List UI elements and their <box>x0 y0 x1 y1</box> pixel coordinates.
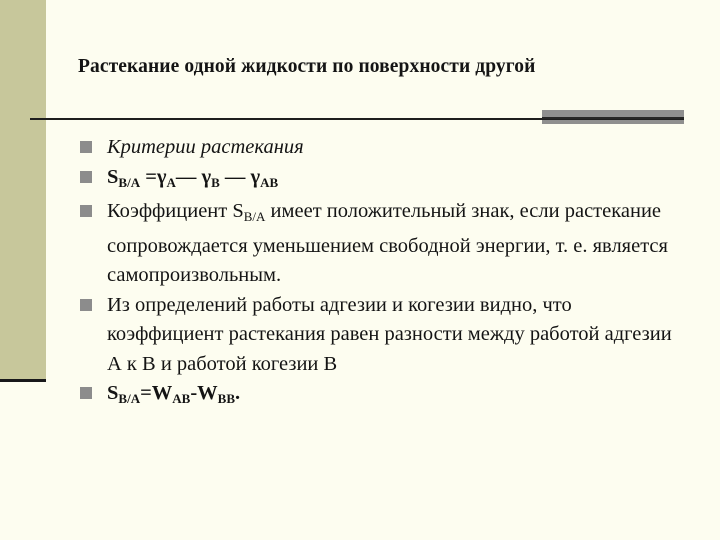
formula2-s-subscript: B/A <box>118 391 141 406</box>
bullet-marker-icon <box>80 171 92 183</box>
formula2-s: S <box>107 382 119 404</box>
formula-s-subscript: B/A <box>118 174 141 190</box>
formula-minus-gamma: — γ <box>175 165 212 188</box>
bullet-marker-icon <box>80 141 92 153</box>
formula-eq-gamma: =γ <box>140 165 167 188</box>
bullet-formula-spreading <box>80 163 680 198</box>
formula2-eq-w: =W <box>140 382 173 404</box>
slide-title: Растекание одной жидкости по поверхности другой <box>78 56 536 77</box>
bullet-criteria-text: Критерии растекания <box>107 136 304 158</box>
formula-gamma-a-subscript: A <box>166 174 176 190</box>
formula2-w2-subscript: BB <box>217 391 235 406</box>
bullet-formula-work <box>80 379 680 414</box>
coefficient-text-rest: имеет положительный знак, если растекание сопровождается уменьшением свободной энергии, т. е. является самопроизвольным. <box>107 200 668 286</box>
formula2-end: . <box>235 382 241 404</box>
sidebar-decoration <box>0 0 46 382</box>
slide-body <box>80 133 680 414</box>
coefficient-text-start: Коэффициент S <box>107 200 244 222</box>
formula-minus-gamma-2: — γ <box>219 165 261 188</box>
bullet-marker-icon <box>80 387 92 399</box>
bullet-marker-icon <box>80 205 92 217</box>
bullet-coefficient <box>80 197 680 291</box>
bullet-definition <box>80 291 680 380</box>
formula-s: S <box>107 165 119 188</box>
definition-text: Из определений работы адгезии и когезии видно, что коэффициент растекания равен разности между работой адгезии А к В и работой когезии В <box>107 293 672 375</box>
bullet-marker-icon <box>80 299 92 311</box>
formula-gamma-b-subscript: B <box>211 174 220 190</box>
formula2-w1-subscript: AB <box>172 391 191 406</box>
title-accent-line <box>542 117 684 119</box>
formula-gamma-ab-subscript: AB <box>260 174 279 190</box>
sidebar-divider <box>0 379 46 382</box>
bullet-criteria <box>80 133 680 163</box>
coefficient-subscript: B/A <box>243 209 266 224</box>
formula2-minus-w: -W <box>190 382 218 404</box>
